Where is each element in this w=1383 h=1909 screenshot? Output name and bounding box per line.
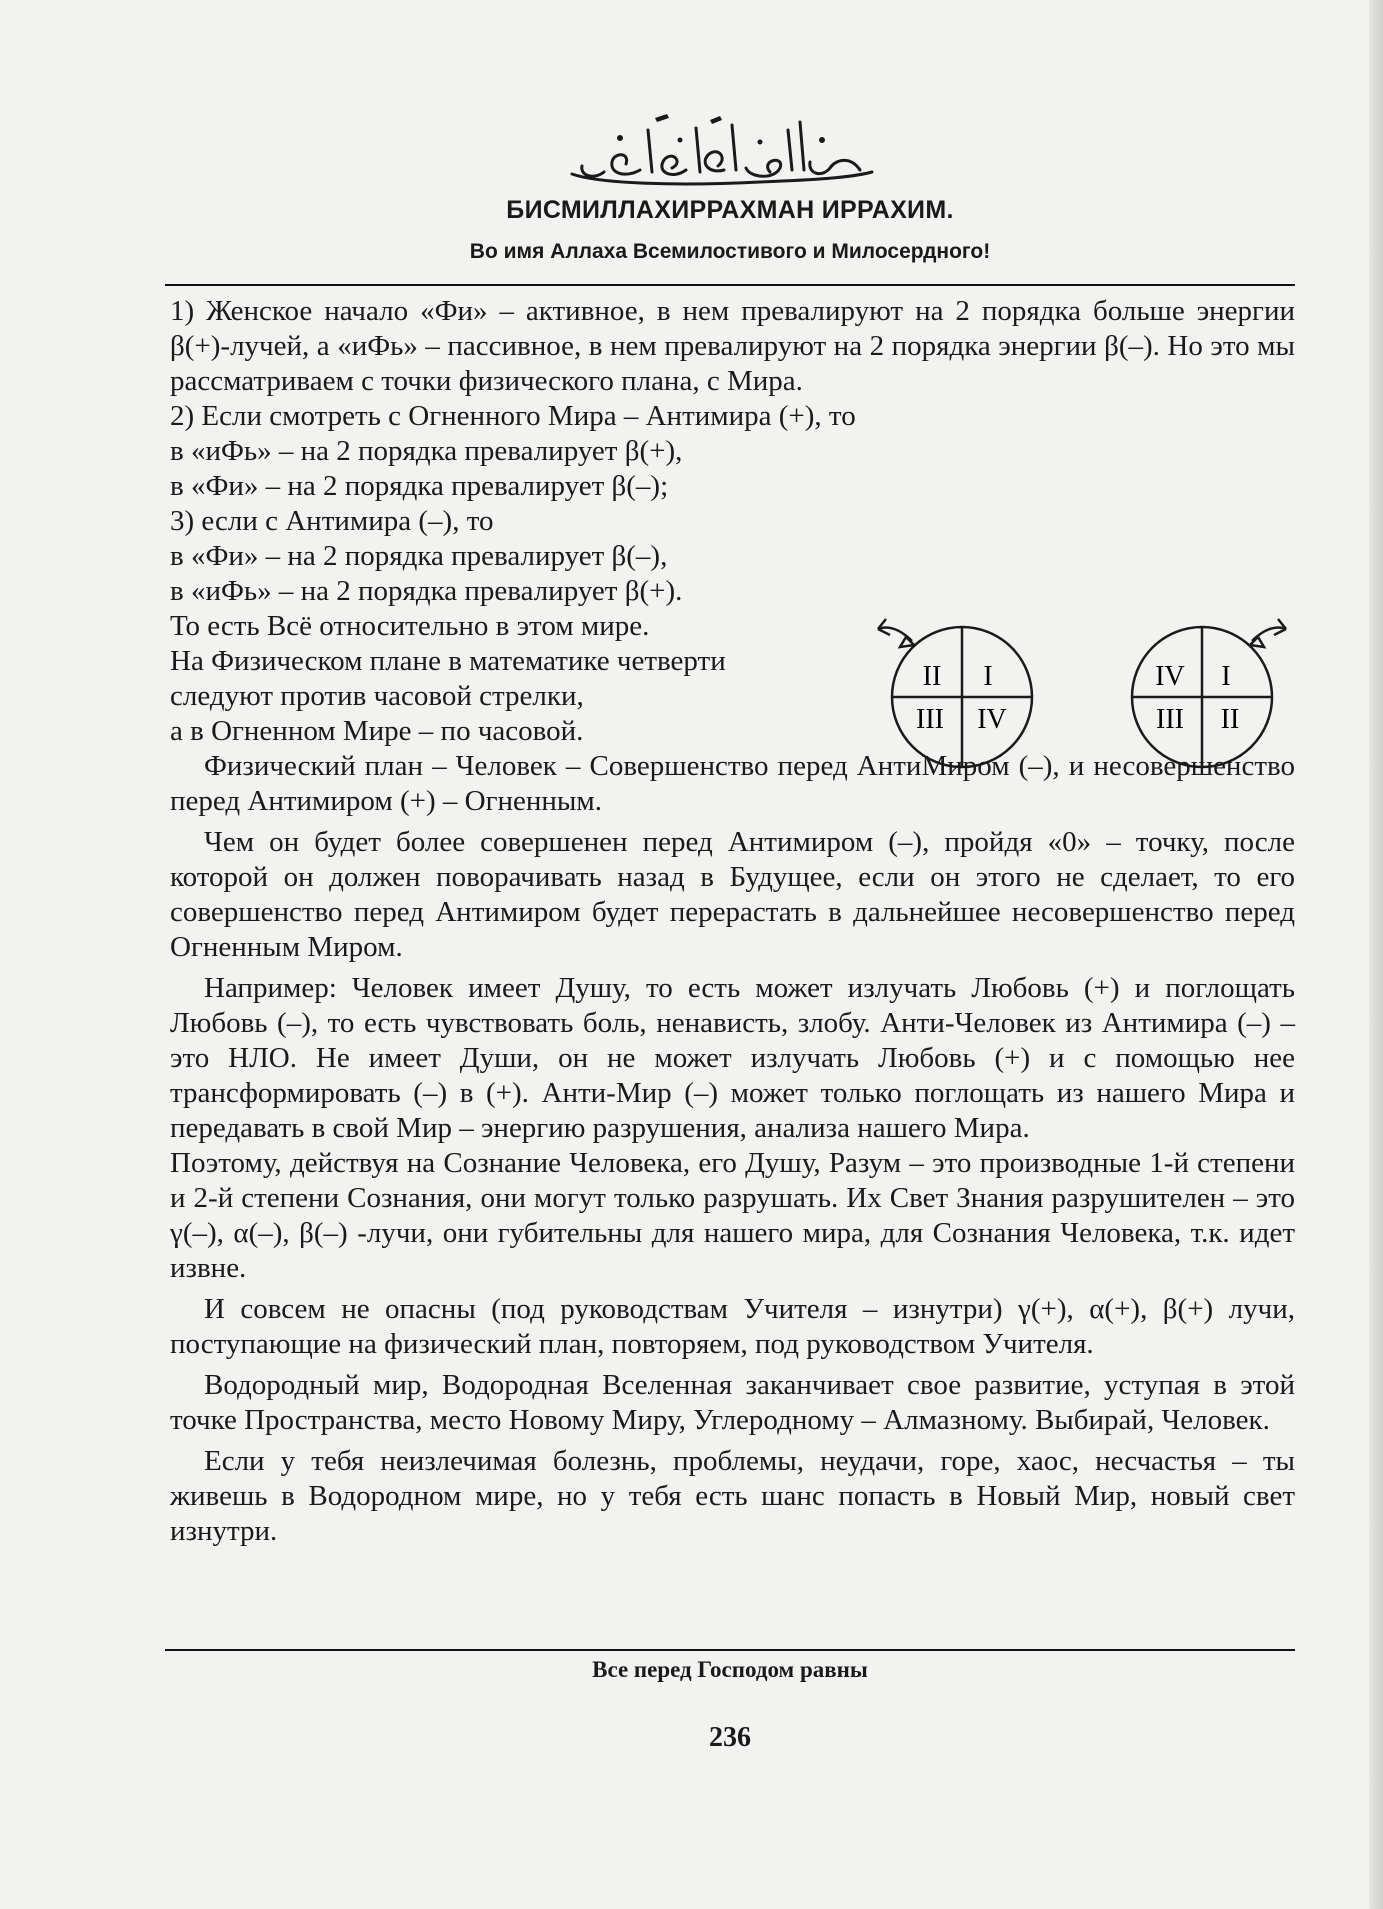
arabic-calligraphy-basmala: [560, 100, 880, 190]
clockwise-arrow-icon: [1250, 619, 1286, 647]
main-text: [170, 294, 1295, 1549]
paragraph-4: Например: Человек имеет Душу, то есть может излучать Любовь (+) и поглощать Любовь (–), то есть чувствовать боль, ненависть, злобу. Анти-Человек из Антимира (–) – это НЛО. Не имеет Души, он не может излучать Любовь (+) и с помощью нее трансформировать (–) в (+). Анти-Мир (–) может только поглощать из нашего Мира и передавать в свой Мир – энергию разрушения, анализа нашего Мира.: [170, 972, 1295, 1144]
text-line: в «иФь» – на 2 порядка превалирует β(+).: [170, 575, 683, 607]
quadrant-label: III: [916, 704, 944, 735]
page-footer-text: Все перед Господом равны: [592, 1657, 868, 1682]
right-quadrant-circle: [1132, 619, 1286, 767]
text-line: а в Огненном Мире – по часовой.: [170, 715, 584, 747]
left-quadrant-circle: [878, 619, 1032, 767]
quadrant-label: III: [1156, 704, 1184, 735]
paragraph-7: Водородный мир, Водородная Вселенная заканчивает свое развитие, уступая в этой точке Пространства, место Новому Миру, Углеродному – Алмазному. Выбирай, Человек.: [170, 1369, 1295, 1436]
quadrant-label: II: [922, 661, 942, 692]
quadrant-label: IV: [977, 704, 1007, 735]
paragraph-6: И совсем не опасны (под руководствам Учителя – изнутри) γ(+), α(+), β(+) лучи, поступающие на физический план, повторяем, под руководством Учителя.: [170, 1293, 1295, 1360]
quadrant-label: I: [983, 661, 993, 692]
paragraph-3: Чем он будет более совершенен перед Антимиром (–), пройдя «0» – точку, после которой он должен поворачивать назад в Будущее, если он этого не сделает, то его совершенство перед Антимиром будет перерастать в дальнейшее несовершенство перед Огненным Миром.: [170, 826, 1295, 963]
footer-divider: [165, 1649, 1295, 1651]
text-line: На Физическом плане в математике четверти: [170, 645, 726, 677]
text-line: в «Фи» – на 2 порядка превалирует β(–);: [170, 470, 669, 502]
page-header-title: БИСМИЛЛАХИРРАХМАН ИРРАХИМ.: [506, 196, 954, 224]
text-line: следуют против часовой стрелки,: [170, 680, 584, 712]
text-line: 3) если с Антимира (–), то: [170, 505, 494, 537]
paragraph-5: Поэтому, действуя на Сознание Человека, его Душу, Разум – это производные 1-й степени и 2-й степени Сознания, они могут только разрушать. Их Свет Знания разрушителен – это γ(–), α(–), β(–) -лучи, они губительны для нашего мира, для Сознания Человека, т.к. идет извне.: [170, 1147, 1295, 1284]
text-line: в «Фи» – на 2 порядка превалирует β(–),: [170, 540, 668, 572]
counterclockwise-arrow-icon: [878, 619, 914, 647]
quadrant-label: I: [1221, 661, 1231, 692]
page-edge-shadow: [1369, 0, 1383, 1909]
text-line: То есть Всё относительно в этом мире.: [170, 610, 650, 642]
quadrant-diagrams: [870, 615, 1300, 775]
page-header-subtitle: Во имя Аллаха Всемилостивого и Милосердного!: [469, 240, 991, 263]
paragraph-1: 1) Женское начало «Фи» – активное, в нем превалируют на 2 порядка больше энергии β(+)-лучей, а «иФь» – пассивное, в нем превалируют на 2 порядка энергии β(–). Но это мы рассматриваем с точки физического плана, с Мира.: [170, 295, 1295, 397]
paragraph-8: Если у тебя неизлечимая болезнь, проблемы, неудачи, горе, хаос, несчастья – ты живешь в Водородном мире, но у тебя есть шанс попасть в Новый Мир, новый свет изнутри.: [170, 1445, 1295, 1547]
quadrant-label: IV: [1155, 661, 1185, 692]
header-divider: [165, 284, 1295, 286]
quadrant-label: II: [1220, 704, 1240, 735]
paragraph-2: Физический план – Человек – Совершенство перед АнтиМиром (–), и несовершенство перед Антимиром (+) – Огненным.: [170, 750, 1295, 817]
page-number: 236: [709, 1722, 751, 1753]
text-line: в «иФь» – на 2 порядка превалирует β(+),: [170, 435, 683, 467]
text-line: 2) Если смотреть с Огненного Мира – Антимира (+), то: [170, 400, 856, 432]
